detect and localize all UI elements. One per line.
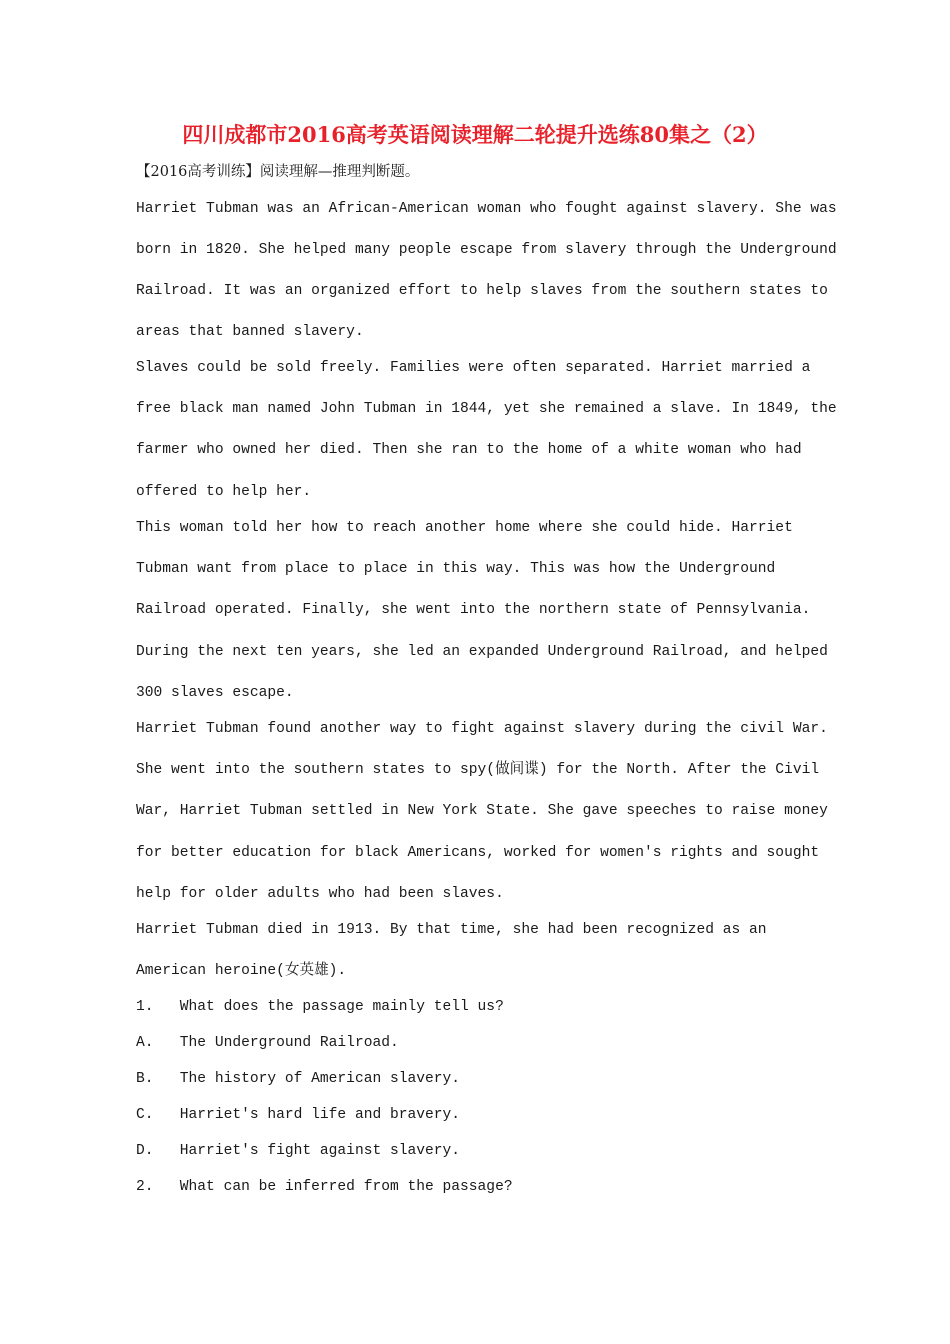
option-a: A. The Underground Railroad.	[136, 1035, 399, 1051]
passage-line: During the next ten years, she led an expanded Underground Railroad, and helped	[136, 644, 828, 660]
passage-line: Slaves could be sold freely. Families were often separated. Harriet married a	[136, 360, 811, 376]
passage-line: Railroad. It was an organized effort to help slaves from the southern states to	[136, 283, 828, 299]
passage-line: This woman told her how to reach another home where she could hide. Harriet	[136, 520, 793, 536]
passage-line: areas that banned slavery.	[136, 324, 364, 340]
passage-line: Harriet Tubman was an African-American woman who fought against slavery. She was	[136, 201, 837, 217]
passage-line: born in 1820. She helped many people escape from slavery through the Underground	[136, 242, 837, 258]
option-b: B. The history of American slavery.	[136, 1071, 461, 1087]
passage-line: American heroine(女英雄).	[136, 963, 347, 979]
passage-line: help for older adults who had been slaves.	[136, 886, 504, 902]
passage-line: She went into the southern states to spy(做间谍) for the North. After the Civil	[136, 762, 820, 778]
passage-line: War, Harriet Tubman settled in New York State. She gave speeches to raise money	[136, 803, 828, 819]
option-d: D. Harriet's fight against slavery.	[136, 1143, 461, 1159]
question-1: 1. What does the passage mainly tell us?	[136, 999, 504, 1015]
passage-line: Harriet Tubman died in 1913. By that time, she had been recognized as an	[136, 922, 767, 938]
passage-line: free black man named John Tubman in 1844, yet she remained a slave. In 1849, the	[136, 401, 837, 417]
option-c: C. Harriet's hard life and bravery.	[136, 1107, 461, 1123]
section-intro: 【2016高考训练】阅读理解—推理判断题。	[136, 164, 420, 180]
question-2: 2. What can be inferred from the passage?	[136, 1179, 513, 1195]
passage-line: 300 slaves escape.	[136, 685, 294, 701]
passage-line: farmer who owned her died. Then she ran to the home of a white woman who had	[136, 442, 802, 458]
passage-line: Harriet Tubman found another way to fight against slavery during the civil War.	[136, 721, 828, 737]
passage-line: Railroad operated. Finally, she went into the northern state of Pennsylvania.	[136, 602, 811, 618]
page-title: 四川成都市2016高考英语阅读理解二轮提升选练80集之（2）	[182, 122, 768, 147]
passage-line: for better education for black Americans, worked for women's rights and sought	[136, 845, 820, 861]
passage-line: offered to help her.	[136, 484, 312, 500]
passage-line: Tubman want from place to place in this way. This was how the Underground	[136, 561, 776, 577]
